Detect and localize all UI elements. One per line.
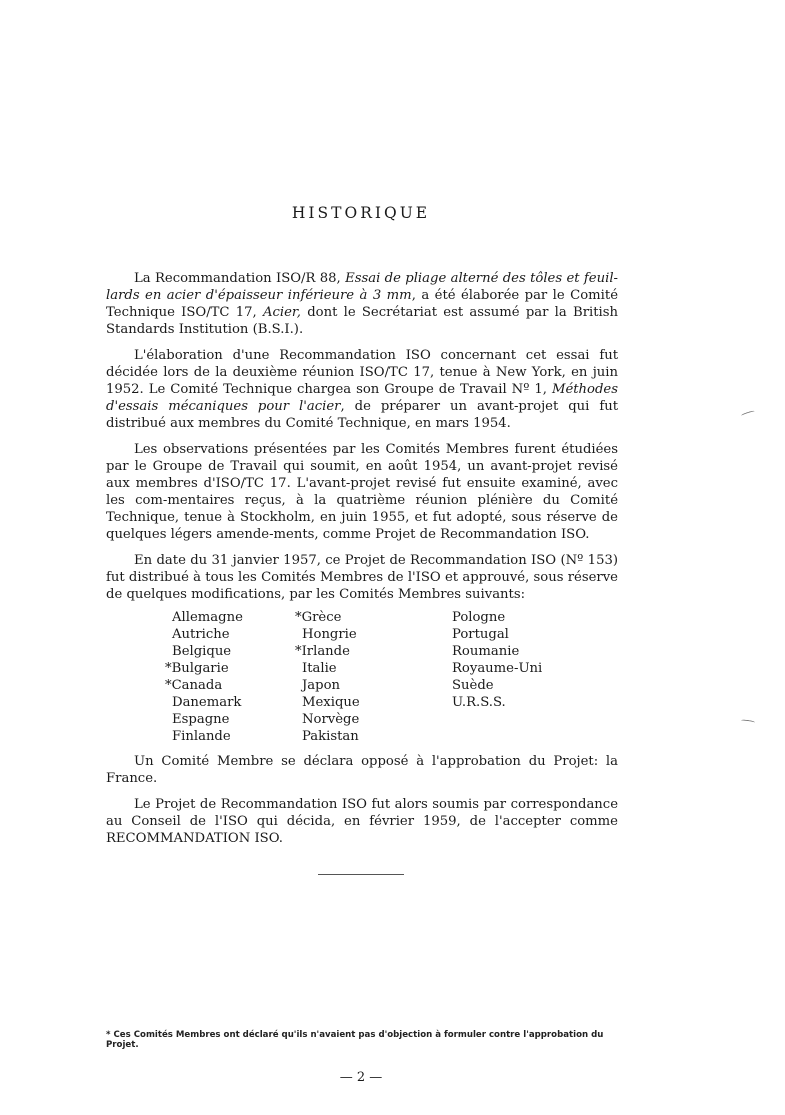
paragraph-4: En date du 31 janvier 1957, ce Projet de Recommandation ISO (Nº 153) fut distribué à tous les Comités Membres de l'ISO et approuvé, sous réserve de quelques modifications, par les Comités Membres suivants: [106,553,618,602]
paragraph-5: Un Comité Membre se déclara opposé à l'approbation du Projet: la France. [106,754,618,786]
margin-mark [741,719,755,724]
country-item: Allemagne [172,610,243,625]
country-list [165,609,618,745]
para1-text-c: dont le Secrétariat est assumé par la British Standards Institution (B.S.I.). [106,305,618,337]
country-item: Finlande [172,729,231,744]
country-item: U.R.S.S. [452,695,506,710]
country-item: Pologne [452,610,506,625]
country-item: Norvège [302,712,360,727]
country-item: *Irlande [295,644,350,659]
country-item: Hongrie [302,627,357,642]
country-column-2 [295,609,452,745]
country-column-1 [165,609,302,745]
country-item: Belgique [172,644,232,659]
country-item: Portugal [452,627,509,642]
margin-mark [741,410,755,417]
body-text [106,270,618,856]
footnote: * Ces Comités Membres ont déclaré qu'ils n'avaient pas d'objection à formuler contre l'approbation du Projet. [106,1030,604,1050]
working-group-name: Méthodes d'essais mécaniques pour l'acier [106,382,618,414]
section-divider [318,874,404,875]
paragraph-6: Le Projet de Recommandation ISO fut alors soumis par correspondance au Conseil de l'ISO qui décida, en février 1959, de l'accepter comme RECOMMANDATION ISO. [106,797,618,846]
paragraph-3: Les observations présentées par les Comités Membres furent étudiées par le Groupe de Travail qui soumit, en août 1954, un avant-projet revisé aux membres d'ISO/TC 17. L'avant-projet revisé fut ensuite examiné, avec les com-mentaires reçus, à la quatrième réunion plénière du Comité Technique, tenue à Stockholm, en juin 1955, et fut adopté, sous réserve de quelques légers amende-ments, comme Projet de Recommandation ISO. [106,442,618,542]
country-item: Espagne [172,712,230,727]
paragraph-1 [106,270,618,338]
country-item: Danemark [172,695,242,710]
para2-text-b: , de préparer un avant-projet qui fut distribué aux membres du Comité Technique, en mars 1954. [106,399,618,431]
country-item: Italie [302,661,337,676]
para1-text-b: , a été élaborée par le Comité Technique ISO/TC 17, [106,288,618,320]
country-item: Roumanie [452,644,520,659]
country-item: Royaume-Uni [452,661,543,676]
country-item: Autriche [172,627,230,642]
country-item: *Grèce [295,610,342,625]
country-item: Japon [302,678,341,693]
paragraph-2 [106,347,618,432]
standard-title: Essai de pliage alterné des tôles et feuil-lards en acier d'épaisseur inférieure à 3 mm [106,271,618,303]
country-item: Mexique [302,695,360,710]
country-item: Suède [452,678,494,693]
country-column-3 [452,609,612,745]
country-item: Pakistan [302,729,359,744]
page-number: — 2 — [339,1070,383,1085]
para2-text-a: L'élaboration d'une Recommandation ISO concernant cet essai fut décidée lors de la deuxième réunion ISO/TC 17, tenue à New York, en juin 1952. Le Comité Technique chargea son Groupe de Travail Nº 1, [106,348,618,397]
country-item: *Bulgarie [165,661,229,676]
page-title: HISTORIQUE [291,204,431,222]
committee-name: Acier, [262,305,301,320]
para1-text-a: La Recommandation ISO/R 88, [134,271,346,286]
country-item: *Canada [165,678,223,693]
